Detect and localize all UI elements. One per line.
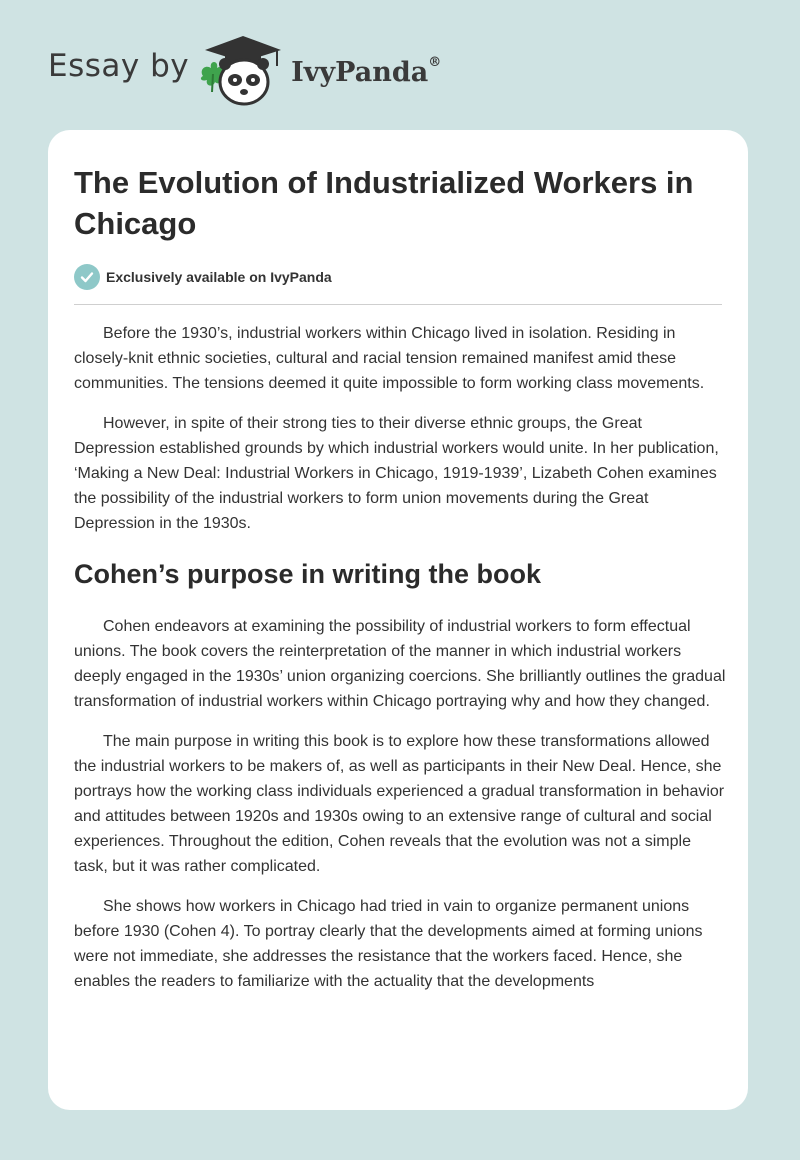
brand-text: IvyPanda (291, 56, 429, 88)
paragraph: She shows how workers in Chicago had tried in vain to organize permanent unions before 1930 (Cohen 4). To portray clearly that the developments aimed at forming unions were not immediate, she addresses the resistance that the workers faced. Hence, she enables the readers to familiarize with the actuality that the developments (74, 898, 703, 990)
panda-logo-icon[interactable] (197, 30, 289, 110)
paragraph: Cohen endeavors at examining the possibility of industrial workers to form effectual unions. The book covers the reinterpretation of the manner in which industrial workers deeply engaged in the 1930s’ union organizing coercions. She brilliantly outlines the gradual transformation of industrial workers within Chicago portraying why and how they changed. (74, 618, 726, 710)
site-header (48, 30, 441, 110)
essay-by-label: Essay by (48, 48, 190, 84)
registered-mark: ® (428, 54, 442, 70)
article-card (48, 130, 748, 1110)
paragraph: However, in spite of their strong ties to their diverse ethnic groups, the Great Depression established grounds by which industrial workers would unite. In her publication, ‘Making a New Deal: Industrial Workers in Chicago, 1919-1939’, Lizabeth Cohen examines the possibility of the industrial workers to form union movements during the Great Depression in the 1930s. (74, 415, 719, 532)
paragraph: Before the 1930’s, industrial workers within Chicago lived in isolation. Residing in closely-knit ethnic societies, cultural and racial tension remained manifest amid these communities. The tensions deemed it quite impossible to form working class movements. (74, 325, 705, 392)
section-heading: Cohen’s purpose in writing the book (74, 559, 542, 589)
brand-name[interactable] (291, 54, 442, 88)
exclusive-badge (74, 264, 722, 290)
article-body (74, 321, 726, 994)
divider (74, 304, 722, 305)
badge-text: Exclusively available on IvyPanda (106, 269, 332, 285)
check-icon (74, 264, 100, 290)
article-title: The Evolution of Industrialized Workers in Chicago (74, 165, 694, 241)
paragraph: The main purpose in writing this book is to explore how these transformations allowed the industrial workers to be makers of, as well as participants in their New Deal. Hence, she portrays how the working class individuals experienced a gradual transformation in behavior and attitudes between 1920s and 1930s owing to an extensive range of cultural and social experiences. Throughout the edition, Cohen reveals that the evolution was not a simple task, but it was rather complicated. (74, 733, 725, 875)
